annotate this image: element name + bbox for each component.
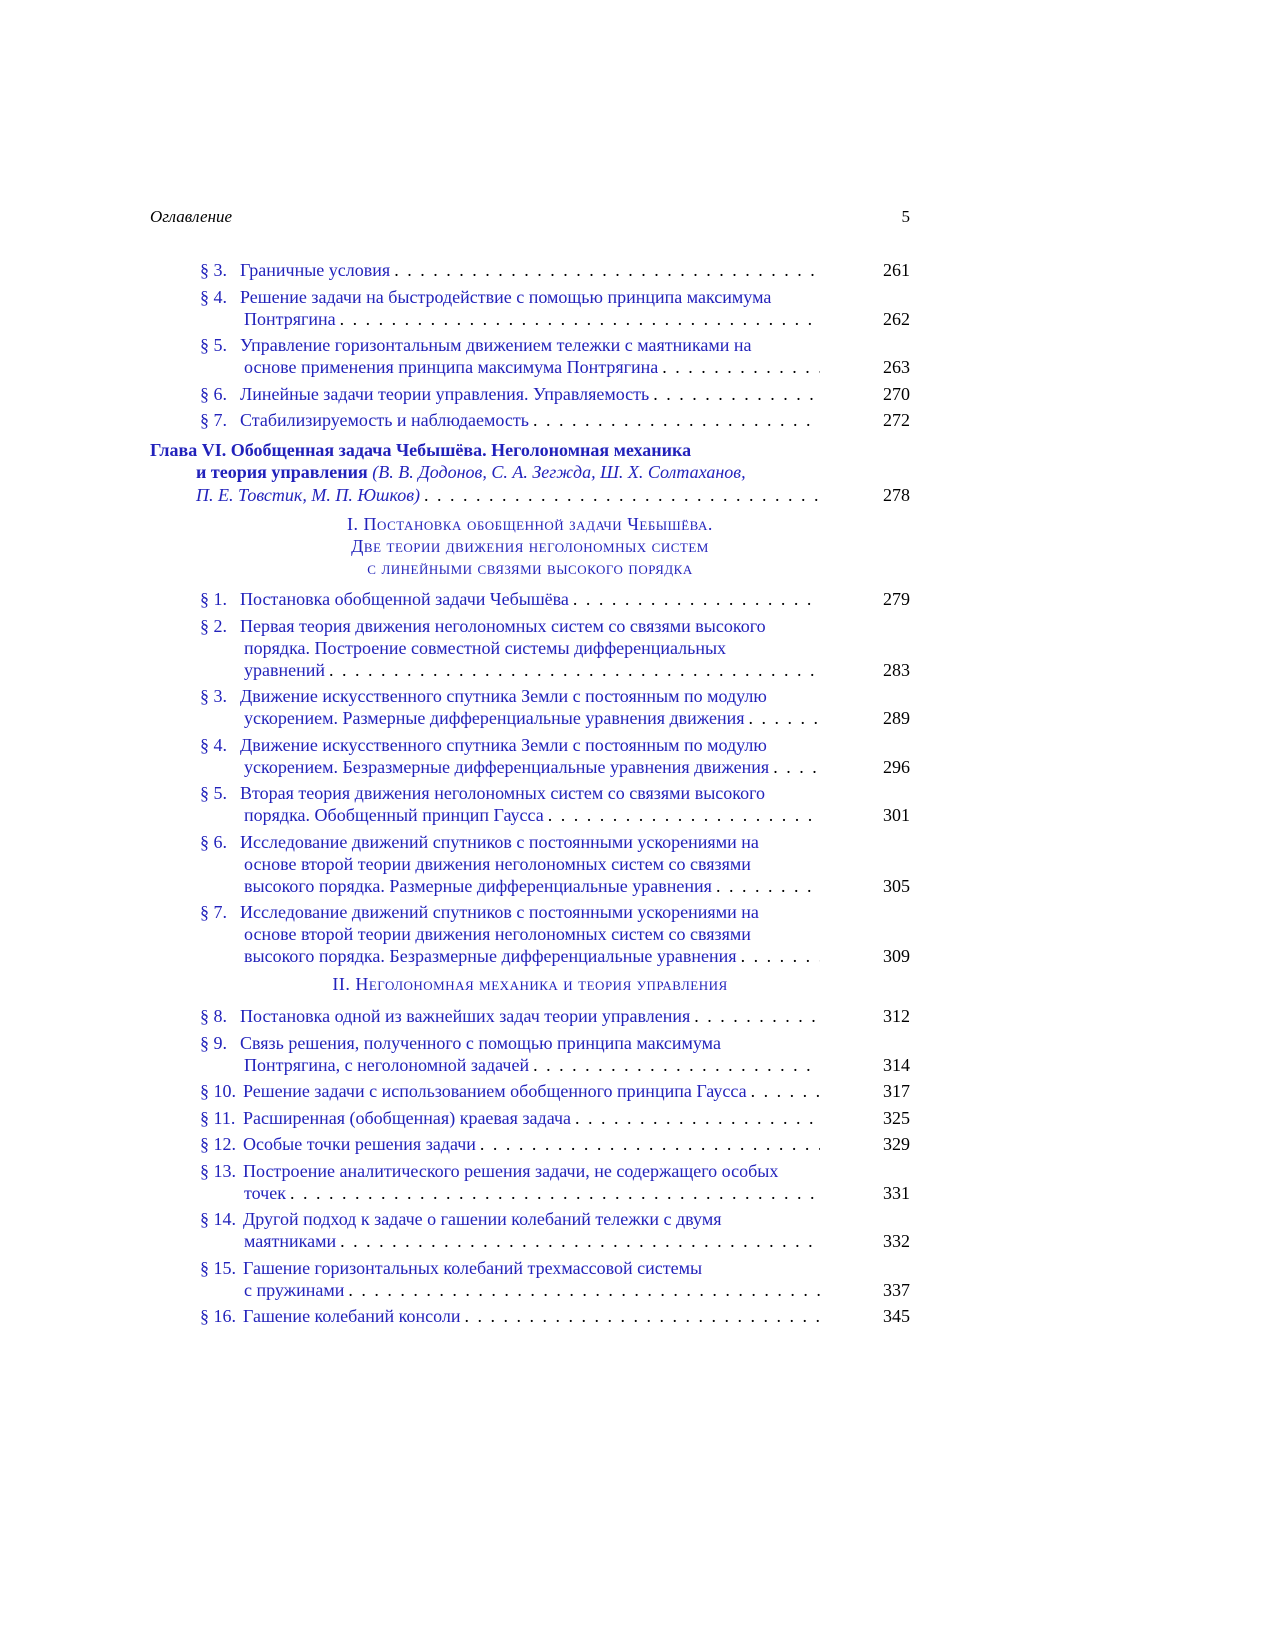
section-number: § 11.	[200, 1107, 236, 1128]
toc-entry[interactable]	[200, 1209, 910, 1257]
dot-leader	[290, 1183, 820, 1204]
section-title-text: высокого порядка. Размерные дифференциальные уравнения	[244, 875, 712, 896]
section-number: § 2.	[200, 615, 227, 636]
toc-entry[interactable]	[200, 783, 910, 831]
page-reference: 301	[883, 805, 910, 825]
section-title-line	[240, 384, 820, 405]
page-reference: 263	[883, 357, 910, 377]
section-title-line: Первая теория движения неголономных систем со связями высокого	[240, 615, 766, 636]
toc-entry[interactable]	[200, 1107, 910, 1134]
page-reference: 309	[883, 946, 910, 966]
section-title-text: ускорением. Безразмерные дифференциальные уравнения движения	[244, 756, 770, 777]
section-title-text: Особые точки решения задачи	[243, 1134, 476, 1154]
part-title-line: с линейными связями высокого порядка	[367, 558, 693, 578]
dot-leader	[533, 410, 820, 431]
running-title: Оглавление	[150, 207, 233, 226]
section-title-text: Постановка одной из важнейших задач теории управления	[240, 1006, 691, 1026]
dot-leader	[751, 1081, 820, 1102]
dot-leader	[573, 589, 820, 610]
section-title-text: точек	[244, 1182, 286, 1203]
chapter-title-line: Глава VI. Обобщенная задача Чебышёва. Неголономная механика	[150, 440, 692, 460]
toc-entry[interactable]	[200, 1306, 910, 1332]
section-title-line: основе второй теории движения неголономных систем со связями	[244, 853, 751, 874]
section-title-line: Гашение горизонтальных колебаний трехмассовой системы	[243, 1257, 703, 1278]
section-title-text: Решение задачи с использованием обобщенного принципа Гаусса	[243, 1081, 747, 1101]
section-title-text: Граничные условия	[240, 260, 391, 280]
page-reference: 296	[883, 756, 910, 777]
section-title-text: Расширенная (обобщенная) краевая задача	[243, 1107, 572, 1128]
section-title-text: Понтрягина, с неголономной задачей	[244, 1054, 530, 1075]
toc-entry[interactable]	[200, 1160, 910, 1209]
page-reference: 317	[883, 1081, 910, 1101]
chapter-title-bold: и теория управления	[196, 462, 368, 482]
page-reference: 332	[883, 1231, 910, 1251]
section-title-line	[244, 876, 820, 897]
section-title-line	[244, 805, 820, 826]
section-title-line	[243, 1134, 820, 1155]
page-reference: 278	[883, 485, 910, 505]
section-title-line	[244, 1055, 820, 1076]
section-number: § 7.	[200, 902, 227, 922]
page-reference: 329	[883, 1134, 910, 1154]
section-number: § 4.	[200, 286, 227, 307]
dot-leader	[533, 1055, 820, 1076]
section-title-text: Постановка обобщенной задачи Чебышёва	[240, 589, 569, 609]
part-title-line: I. Постановка обобщенной задачи Чебышёва.	[347, 514, 713, 534]
dot-leader	[716, 876, 820, 897]
toc-entry[interactable]	[200, 383, 910, 410]
page-reference: 312	[883, 1006, 910, 1026]
section-title-line	[244, 357, 820, 378]
section-title-line	[244, 660, 820, 681]
section-number: § 1.	[200, 589, 227, 609]
chapter-authors: П. Е. Товстик, М. П. Юшков)	[196, 485, 421, 505]
page-reference: 305	[883, 875, 910, 896]
section-title-line: Решение задачи на быстродействие с помощью принципа максимума	[240, 286, 772, 307]
section-title-text: маятниками	[244, 1231, 337, 1251]
page-reference: 325	[883, 1107, 910, 1128]
section-title-line	[240, 1006, 820, 1027]
page-reference: 272	[883, 410, 910, 430]
page-reference: 279	[883, 589, 910, 609]
page-reference: 262	[883, 308, 910, 329]
dot-leader	[662, 357, 820, 378]
section-title-text: высокого порядка. Безразмерные дифференциальные уравнения	[244, 946, 737, 966]
page-reference: 331	[883, 1182, 910, 1203]
toc-entry[interactable]	[200, 615, 910, 686]
toc-entry[interactable]	[200, 1081, 910, 1107]
part-title-line: II. Неголономная механика и теория управления	[332, 974, 728, 994]
toc-entry[interactable]	[200, 734, 910, 783]
section-title-line	[244, 1183, 820, 1204]
section-title-line: Другой подход к задаче о гашении колебаний тележки с двумя	[243, 1209, 722, 1229]
toc-entry[interactable]	[200, 1032, 910, 1081]
section-title-line	[243, 1081, 820, 1102]
chapter-heading[interactable]	[150, 440, 910, 522]
dot-leader	[394, 260, 820, 281]
dot-leader	[575, 1108, 820, 1129]
section-title-line	[240, 410, 820, 431]
part-title	[150, 973, 910, 995]
section-title-line	[244, 1231, 820, 1252]
section-number: § 4.	[200, 734, 227, 755]
toc-entry[interactable]	[200, 1134, 910, 1160]
toc-entry[interactable]	[200, 902, 910, 972]
page-number: 5	[901, 207, 910, 226]
part-title-line: Две теории движения неголономных систем	[351, 536, 709, 556]
dot-leader	[340, 309, 820, 330]
section-number: § 5.	[200, 783, 227, 803]
toc-entry[interactable]	[200, 831, 910, 902]
section-title-line	[244, 309, 820, 330]
section-number: § 16.	[200, 1306, 236, 1326]
section-title-line: Исследование движений спутников с постоянными ускорениями на	[240, 831, 759, 852]
dot-leader	[548, 805, 820, 826]
section-title-line	[243, 1306, 820, 1327]
section-title-line: Исследование движений спутников с постоянными ускорениями на	[240, 902, 759, 922]
chapter-authors-line	[196, 485, 820, 506]
section-title-line: Движение искусственного спутника Земли с постоянным по модулю	[240, 734, 767, 755]
dot-leader	[340, 1231, 820, 1252]
section-title-line	[244, 946, 820, 967]
dot-leader	[653, 384, 820, 405]
section-number: § 15.	[200, 1257, 236, 1278]
part-title	[150, 513, 910, 579]
section-title-line	[240, 589, 820, 610]
section-title-line	[244, 708, 820, 729]
section-title-line: Вторая теория движения неголономных систем со связями высокого	[240, 783, 766, 803]
section-title-line	[240, 260, 820, 281]
section-title-text: с пружинами	[244, 1279, 345, 1300]
toc-entry[interactable]	[200, 686, 910, 734]
section-title-text: Линейные задачи теории управления. Управляемость	[240, 383, 650, 404]
section-number: § 6.	[200, 831, 227, 852]
section-title-line	[243, 1108, 820, 1129]
dot-leader	[329, 660, 820, 681]
section-title-line: Движение искусственного спутника Земли с постоянным по модулю	[240, 686, 767, 706]
section-number: § 9.	[200, 1032, 227, 1053]
section-title-line: Построение аналитического решения задачи, не содержащего особых	[243, 1160, 779, 1181]
toc-entry[interactable]	[200, 260, 910, 286]
chapter-authors: (В. В. Додонов, С. А. Зегжда, Ш. Х. Солтаханов,	[367, 462, 746, 482]
section-title-line: Связь решения, полученного с помощью принципа максимума	[240, 1032, 721, 1053]
dot-leader	[348, 1280, 820, 1301]
toc-entry[interactable]	[200, 286, 910, 335]
page-reference: 314	[883, 1054, 910, 1075]
section-number: § 14.	[200, 1209, 236, 1229]
section-title-text: ускорением. Размерные дифференциальные уравнения движения	[244, 708, 745, 728]
section-number: § 5.	[200, 335, 227, 355]
section-title-text: Стабилизируемость и наблюдаемость	[240, 410, 529, 430]
section-title-text: основе применения принципа максимума Понтрягина	[244, 357, 659, 377]
section-title-text: порядка. Обобщенный принцип Гаусса	[244, 805, 544, 825]
section-number: § 8.	[200, 1006, 227, 1026]
dot-leader	[465, 1306, 821, 1327]
section-title-text: уравнений	[244, 659, 326, 680]
page-reference: 337	[883, 1279, 910, 1300]
dot-leader	[424, 485, 820, 506]
toc-entry[interactable]	[200, 335, 910, 383]
section-title-line: порядка. Построение совместной системы дифференциальных	[244, 637, 727, 658]
page-reference: 283	[883, 659, 910, 680]
section-title-line	[244, 1280, 820, 1301]
toc-entry[interactable]	[200, 410, 910, 436]
page-reference: 289	[883, 708, 910, 728]
section-number: § 13.	[200, 1160, 236, 1181]
section-title-line	[244, 757, 820, 778]
dot-leader	[749, 708, 820, 729]
dot-leader	[480, 1134, 820, 1155]
section-number: § 10.	[200, 1081, 236, 1101]
section-title-text: Гашение колебаний консоли	[243, 1306, 461, 1326]
section-number: § 3.	[200, 686, 227, 706]
page-reference: 270	[883, 383, 910, 404]
section-title-line: Управление горизонтальным движением тележки с маятниками на	[240, 335, 752, 355]
toc-entry[interactable]	[200, 1257, 910, 1306]
running-head	[150, 207, 910, 227]
section-number: § 12.	[200, 1134, 236, 1154]
dot-leader	[694, 1006, 820, 1027]
chapter-title-line	[196, 462, 746, 483]
section-title-line: основе второй теории движения неголономных систем со связями	[244, 924, 751, 944]
section-number: § 3.	[200, 260, 227, 280]
section-number: § 7.	[200, 410, 227, 430]
section-number: § 6.	[200, 383, 227, 404]
dot-leader	[773, 757, 820, 778]
toc-entry[interactable]	[200, 1006, 910, 1032]
page-reference: 345	[883, 1306, 910, 1326]
toc-entry[interactable]	[200, 589, 910, 615]
section-title-text: Понтрягина	[244, 308, 336, 329]
dot-leader	[741, 946, 820, 967]
page-reference: 261	[883, 260, 910, 280]
